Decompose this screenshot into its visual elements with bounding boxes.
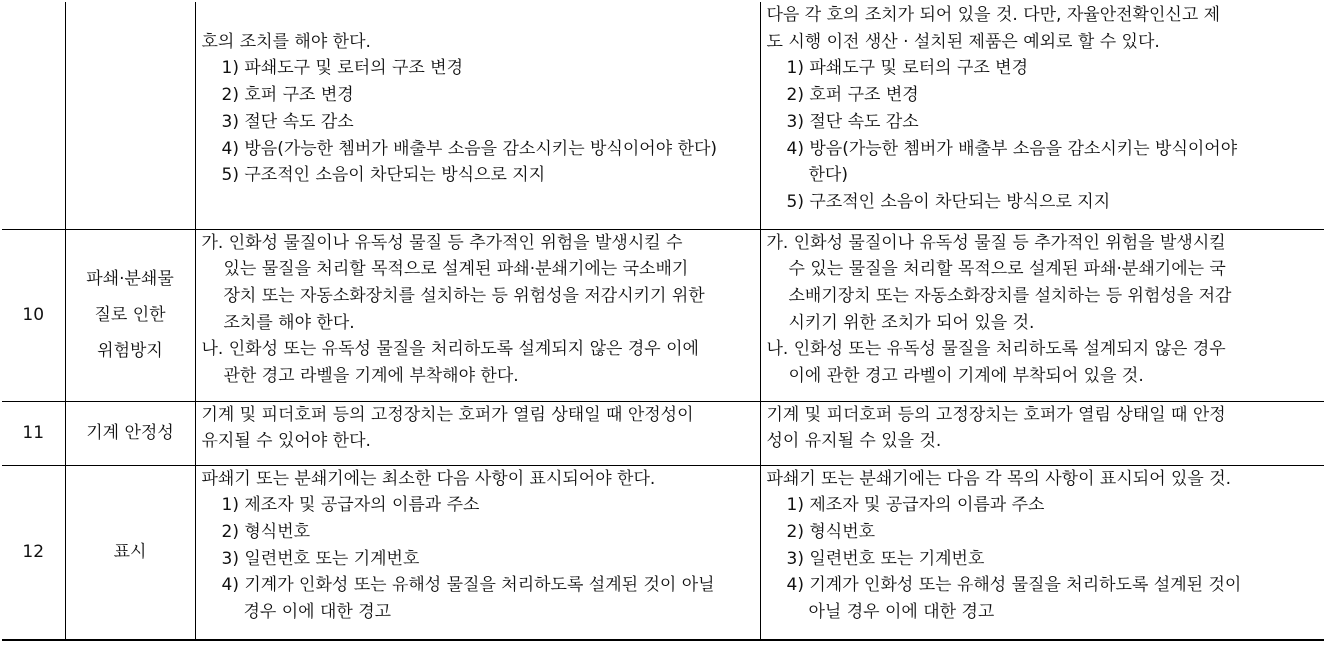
- text-line: 2) 형식번호: [786, 521, 876, 542]
- item-title: [65, 229, 195, 401]
- table-row: [2, 401, 1324, 465]
- criteria-cell: [760, 465, 1324, 640]
- text-line: 3) 절단 속도 감소: [786, 111, 919, 132]
- text-line: 가. 인화성 물질이나 유독성 물질 등 추가적인 위험을 발생시킬 수: [201, 232, 683, 253]
- text-line: 2) 호퍼 구조 변경: [221, 85, 354, 106]
- item-title-line: 위험방지: [97, 341, 163, 361]
- table-row: [2, 465, 1324, 640]
- text-line: 호의 조치를 해야 한다.: [201, 31, 371, 52]
- criteria-cell: [760, 229, 1324, 401]
- text-line: 3) 절단 속도 감소: [221, 111, 354, 132]
- text-line: 4) 방음(가능한 쳄버가 배출부 소음을 감소시키는 방식이어야 한다): [221, 138, 718, 159]
- requirement-cell: [195, 229, 760, 401]
- item-title: [65, 465, 195, 640]
- text-line: 아닐 경우 이에 대한 경고: [808, 602, 995, 623]
- item-title-line: 기계 안정성: [86, 423, 174, 443]
- requirement-cell: [195, 401, 760, 465]
- text-line: 기계 및 피더호퍼 등의 고정장치는 호퍼가 열림 상태일 때 안정성이: [201, 404, 694, 425]
- requirement-cell: [195, 465, 760, 640]
- requirement-cell: [195, 2, 760, 229]
- table-row: [2, 2, 1324, 229]
- text-line: 1) 파쇄도구 및 로터의 구조 변경: [786, 58, 1029, 79]
- regulation-table: [2, 2, 1324, 641]
- text-line: 다음 각 호의 조치가 되어 있을 것. 다만, 자율안전확인신고 제: [766, 5, 1221, 25]
- text-line: [202, 2, 754, 29]
- text-line: 성이 유지될 수 있을 것.: [766, 431, 942, 452]
- text-line: 나. 인화성 또는 유독성 물질을 처리하도록 설계되지 않은 경우: [766, 339, 1226, 360]
- text-line: 1) 제조자 및 공급자의 이름과 주소: [221, 495, 480, 516]
- text-line: 수 있는 물질을 처리할 목적으로 설계된 파쇄·분쇄기에는 국: [788, 259, 1226, 280]
- text-line: 2) 호퍼 구조 변경: [786, 85, 919, 106]
- text-line: 5) 구조적인 소음이 차단되는 방식으로 지지: [786, 191, 1111, 212]
- text-line: 나. 인화성 또는 유독성 물질을 처리하도록 설계되지 않은 경우 이에: [201, 339, 699, 360]
- text-line: 도 시행 이전 생산 · 설치된 제품은 예외로 할 수 있다.: [766, 31, 1160, 52]
- text-line: 4) 방음(가능한 쳄버가 배출부 소음을 감소시키는 방식이어야: [786, 138, 1238, 159]
- text-line: 1) 파쇄도구 및 로터의 구조 변경: [221, 58, 464, 79]
- text-line: 1) 제조자 및 공급자의 이름과 주소: [786, 495, 1045, 516]
- text-line: 가. 인화성 물질이나 유독성 물질 등 추가적인 위험을 발생시킬: [766, 232, 1226, 253]
- text-line: 있는 물질을 처리할 목적으로 설계된 파쇄·분쇄기에는 국소배기: [223, 259, 689, 280]
- text-line: 소배기장치 또는 자동소화장치를 설치하는 등 위험성을 저감: [788, 285, 1232, 306]
- text-line: 2) 형식번호: [221, 521, 311, 542]
- text-line: 파쇄기 또는 분쇄기에는 다음 각 목의 사항이 표시되어 있을 것.: [766, 468, 1232, 489]
- item-title-line: 표시: [113, 542, 147, 563]
- text-line: 기계 및 피더호퍼 등의 고정장치는 호퍼가 열림 상태일 때 안정: [766, 404, 1226, 425]
- item-title: [65, 401, 195, 465]
- item-title-line: 질로 인한: [94, 305, 166, 325]
- text-line: 관한 경고 라벨을 기계에 부착해야 한다.: [223, 366, 519, 387]
- item-number: [2, 2, 65, 229]
- text-line: 파쇄기 또는 분쇄기에는 최소한 다음 사항이 표시되어야 한다.: [201, 468, 656, 489]
- text-line: 한다): [808, 165, 848, 186]
- item-title: [65, 2, 195, 229]
- item-number: 10: [2, 229, 65, 401]
- text-line: 5) 구조적인 소음이 차단되는 방식으로 지지: [221, 165, 546, 186]
- text-line: 경우 이에 대한 경고: [243, 602, 392, 623]
- criteria-cell: [760, 2, 1324, 229]
- table-row: [2, 229, 1324, 401]
- item-title-line: 파쇄·분쇄물: [86, 269, 174, 289]
- item-number: 12: [2, 465, 65, 640]
- text-line: 조치를 해야 한다.: [223, 312, 355, 333]
- text-line: 3) 일련번호 또는 기계번호: [786, 548, 985, 569]
- item-number: 11: [2, 401, 65, 465]
- text-line: 4) 기계가 인화성 또는 유해성 물질을 처리하도록 설계된 것이 아닐: [221, 575, 715, 596]
- text-line: 이에 관한 경고 라벨이 기계에 부착되어 있을 것.: [788, 366, 1144, 387]
- text-line: 장치 또는 자동소화장치를 설치하는 등 위험성을 저감시키기 위한: [223, 285, 705, 306]
- text-line: 3) 일련번호 또는 기계번호: [221, 548, 420, 569]
- text-line: 4) 기계가 인화성 또는 유해성 물질을 처리하도록 설계된 것이: [786, 575, 1242, 596]
- text-line: 유지될 수 있어야 한다.: [201, 431, 371, 452]
- criteria-cell: [760, 401, 1324, 465]
- text-line: 시키기 위한 조치가 되어 있을 것.: [788, 312, 1035, 333]
